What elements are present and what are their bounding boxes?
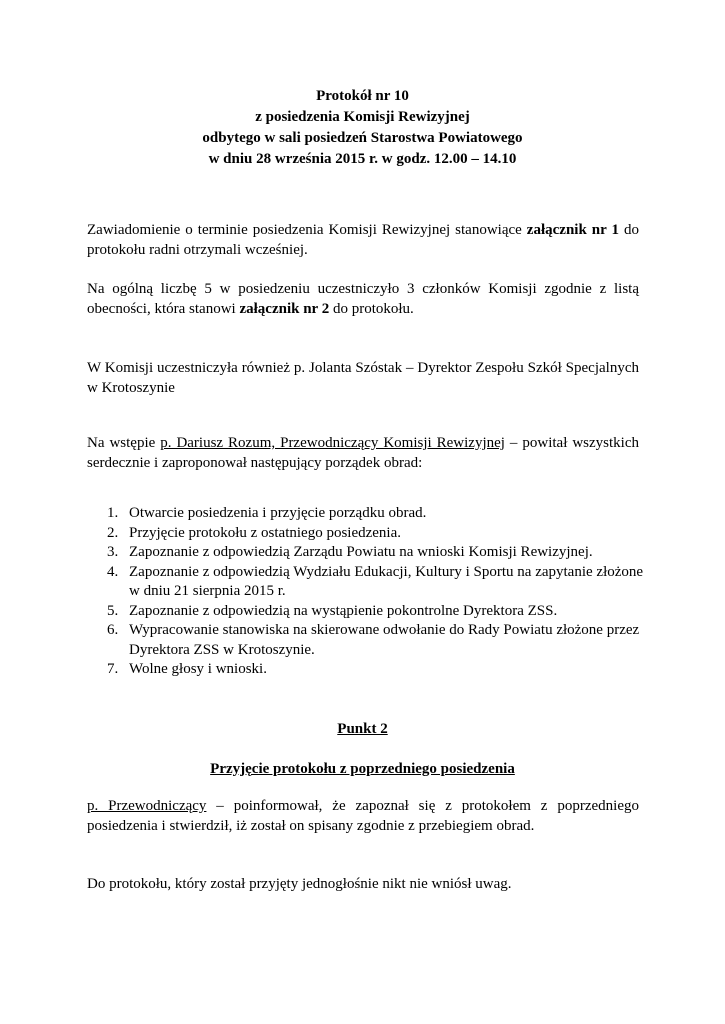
opening-text-start: Na wstępie [87, 435, 161, 451]
guest-paragraph [87, 358, 639, 398]
agenda-item-text: Zapoznanie z odpowiedzią na wystąpienie pokontrolne Dyrektora ZSS. [129, 602, 558, 619]
agenda-item [87, 621, 647, 660]
agenda-item-number: 5. [107, 602, 119, 619]
chairman-name: p. Dariusz Rozum, Przewodniczący Komisji Rewizyjnej [160, 435, 505, 451]
agenda-item [87, 543, 647, 563]
title-line-3: odbytego w sali posiedzeń Starostwa Powiatowego [202, 130, 523, 146]
agenda-item-number: 6. [107, 622, 119, 638]
agenda-item-text: Przyjęcie protokołu z ostatniego posiedzenia. [129, 524, 401, 541]
opening-paragraph [87, 433, 639, 473]
notice-text-end: do protokołu radni otrzymali wcześniej. [87, 222, 639, 258]
agenda-item [87, 660, 647, 680]
agenda-item-number: 3. [107, 544, 119, 560]
attachment-2-label: załącznik nr 2 [239, 301, 330, 317]
agenda-item-text: Otwarcie posiedzenia i przyjęcie porządku obrad. [129, 505, 427, 521]
conclusion-text: Do protokołu, który został przyjęty jednogłośnie nikt nie wniósł uwag. [87, 876, 512, 892]
agenda-item-number: 7. [107, 661, 119, 677]
agenda-item [87, 602, 647, 622]
chairman-report-paragraph [87, 796, 639, 836]
title-line-4: w dniu 28 września 2015 r. w godz. 12.00 – 14.10 [208, 151, 517, 167]
attachment-1-label: załącznik nr 1 [526, 222, 619, 238]
title-line-1: Protokół nr 10 [316, 88, 409, 104]
agenda-item [87, 504, 647, 524]
section-subheading: Przyjęcie protokołu z poprzedniego posiedzenia [210, 761, 515, 777]
agenda-item-number: 4. [107, 563, 119, 580]
agenda-item [87, 563, 647, 602]
title-line-2: z posiedzenia Komisji Rewizyjnej [255, 109, 470, 125]
agenda-item-text: Wypracowanie stanowiska na skierowane odwołanie do Rady Powiatu złożone przez Dyrektora ZSS w Krotoszynie. [129, 622, 640, 658]
agenda-item-number: 1. [107, 505, 119, 521]
conclusion-paragraph [87, 874, 639, 894]
guest-text: W Komisji uczestniczyła również p. Jolanta Szóstak – Dyrektor Zespołu Szkół Specjalnych w Krotoszynie [87, 360, 639, 396]
notice-text-start: Zawiadomienie o terminie posiedzenia Komisji Rewizyjnej stanowiące [87, 222, 527, 238]
agenda-item-text: Wolne głosy i wnioski. [129, 661, 267, 677]
section-heading: Punkt 2 [337, 721, 388, 737]
agenda-list [87, 504, 647, 680]
agenda-item-text: Zapoznanie z odpowiedzią Zarządu Powiatu na wnioski Komisji Rewizyjnej. [129, 544, 593, 560]
attendance-paragraph [87, 279, 639, 319]
agenda-item-number: 2. [107, 524, 119, 541]
chairman-report-text: – poinformował, że zapoznał się z protokołem z poprzedniego posiedzenia i stwierdził, iż został on spisany zgodnie z przebiegiem obrad. [87, 798, 639, 834]
chairman-title: p. Przewodniczący [87, 798, 207, 814]
agenda-item-text: Zapoznanie z odpowiedzią Wydziału Edukacji, Kultury i Sportu na zapytanie złożone w dniu 21 sierpnia 2015 r. [129, 563, 644, 599]
attendance-text-end: do protokołu. [329, 301, 414, 317]
protocol-title [0, 86, 725, 170]
agenda-item [87, 524, 647, 544]
notice-paragraph [87, 220, 639, 260]
attendance-text-start: Na ogólną liczbę 5 w posiedzeniu uczestniczyło 3 członków Komisji zgodnie z listą obecności, która stanowi [87, 281, 639, 317]
opening-text-end: – powitał wszystkich serdecznie i zaproponował następujący porządek obrad: [87, 435, 640, 471]
